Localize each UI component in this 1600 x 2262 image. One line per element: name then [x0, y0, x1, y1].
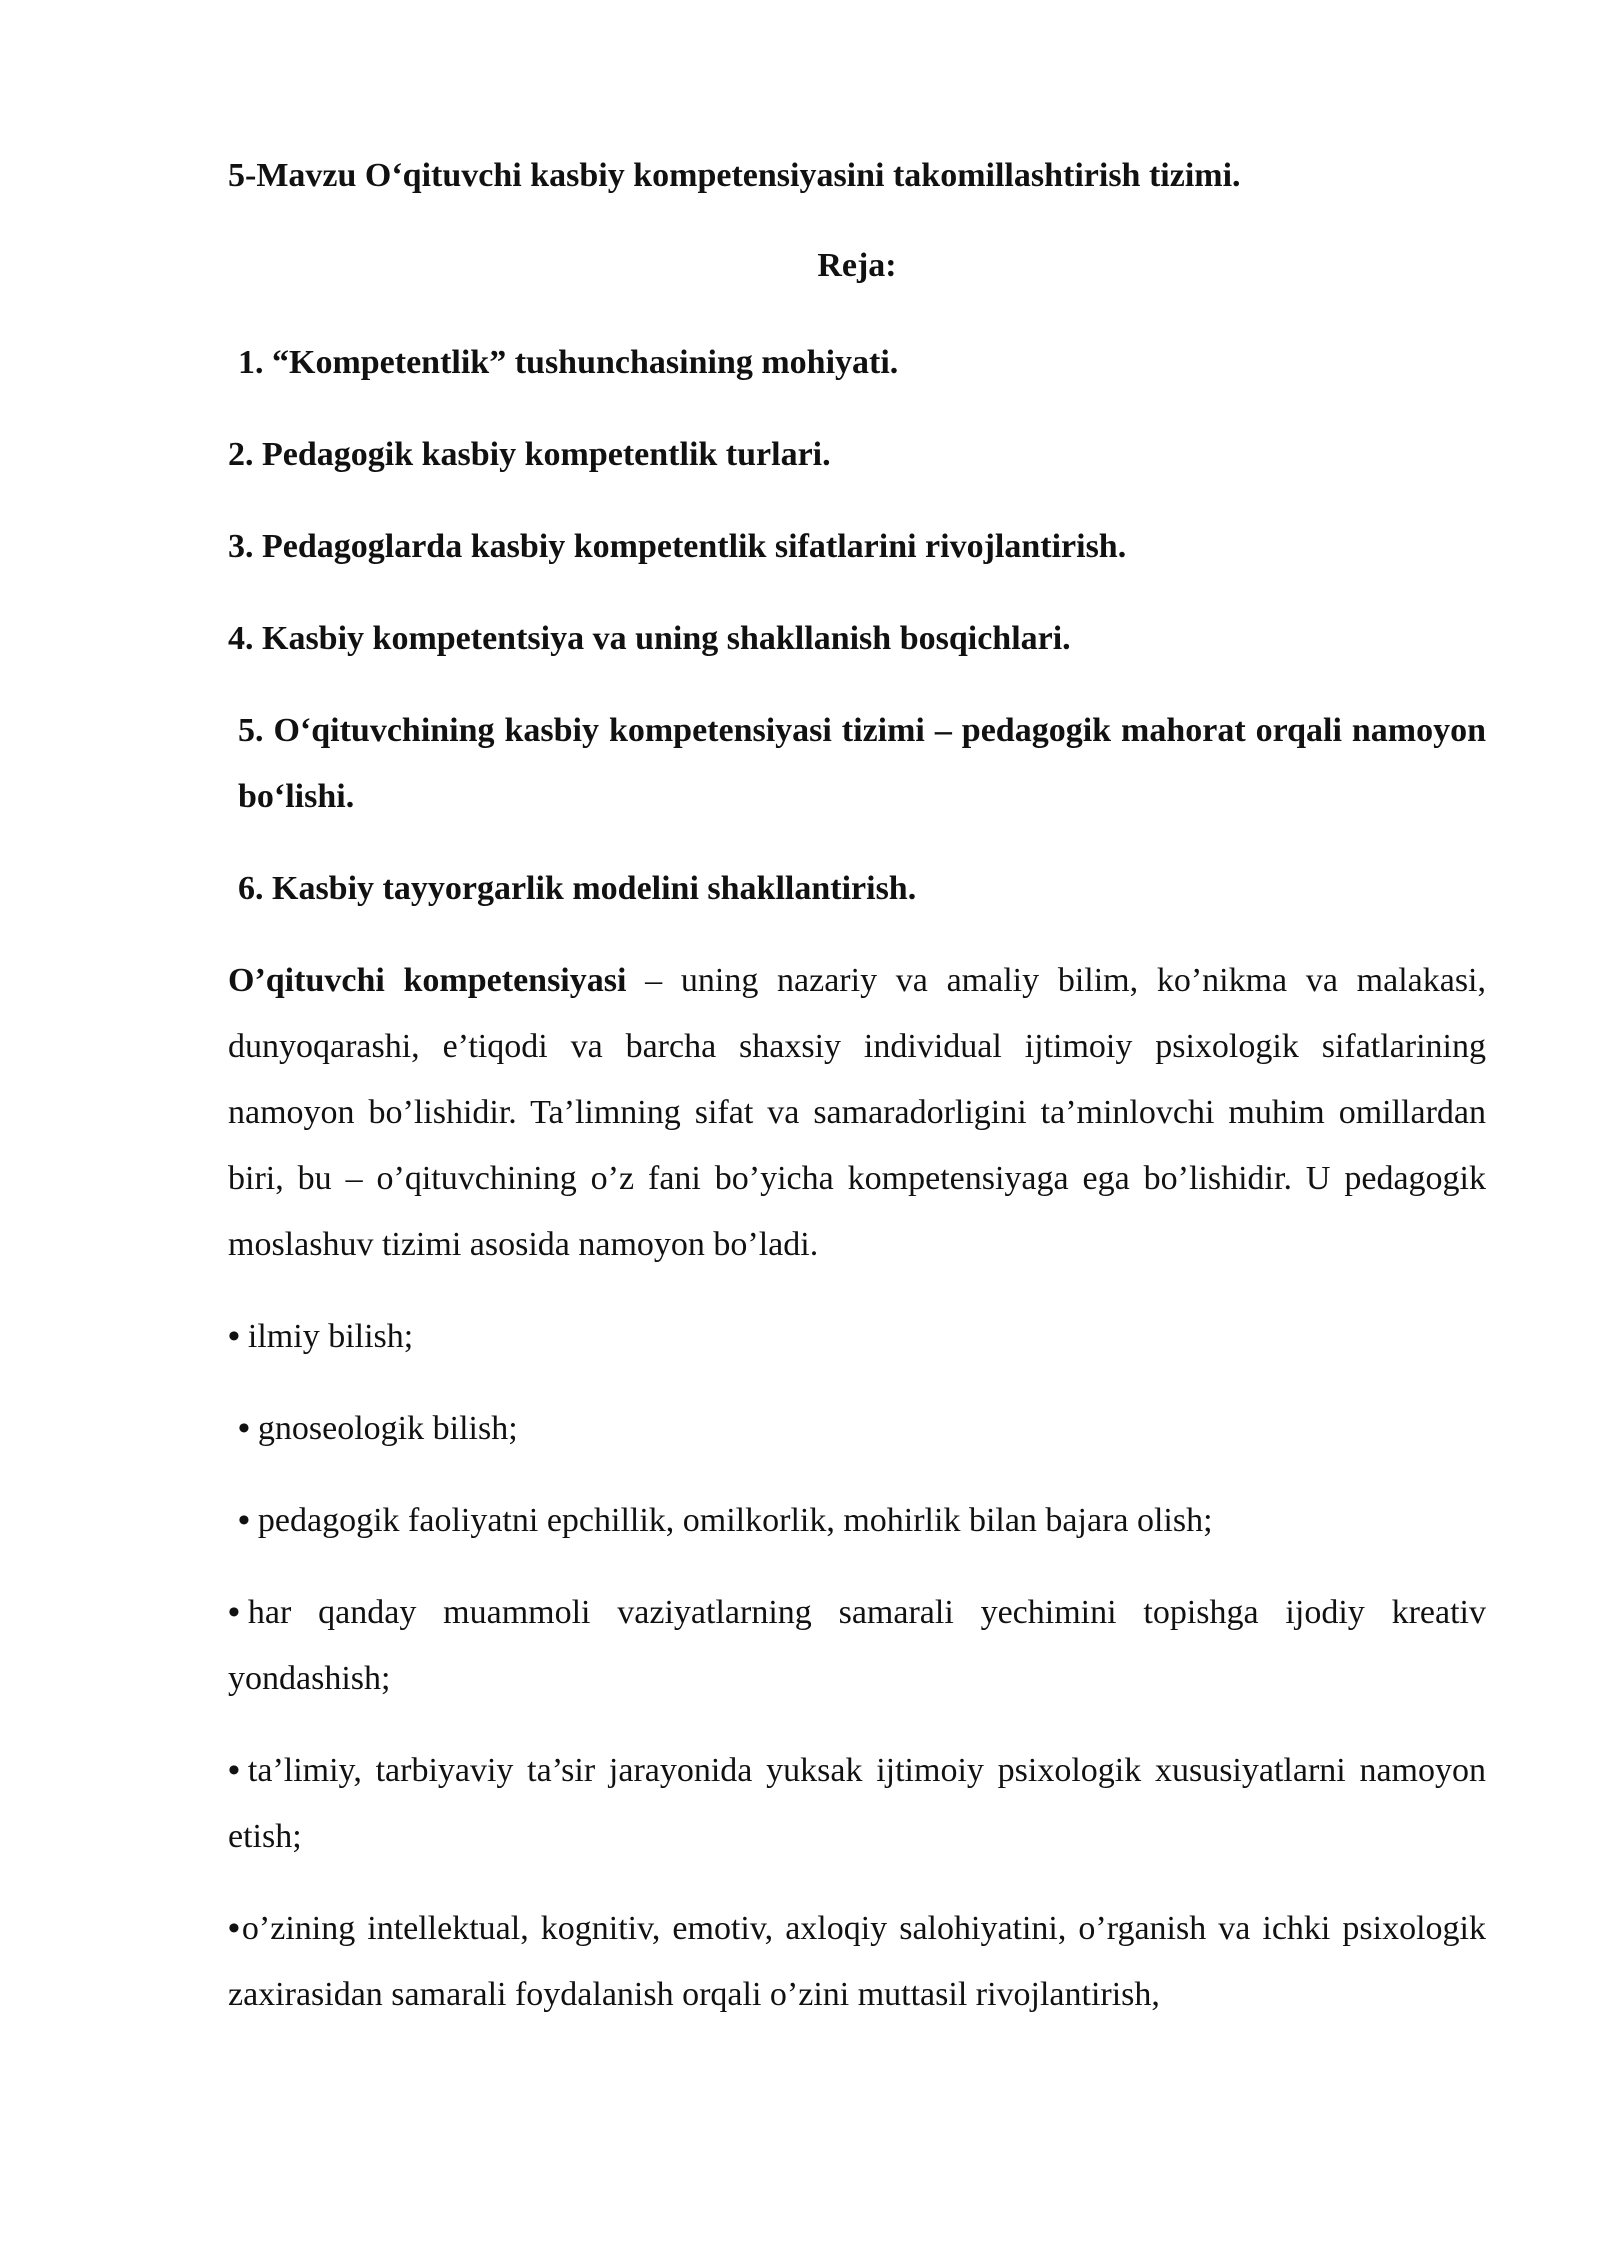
bullet-dot-icon: •: [228, 1752, 240, 1789]
plan-item-6: 6. Kasbiy tayyorgarlik modelini shakllantirish.: [238, 870, 917, 907]
bullet-item: [228, 1304, 1486, 1370]
bullet-dot-icon: •: [238, 1410, 250, 1447]
bullet-text: ilmiy bilish;: [247, 1318, 414, 1355]
bullet-item: [228, 1396, 1486, 1462]
definition-paragraph: [228, 948, 1486, 1278]
plan-heading: Reja:: [817, 247, 897, 284]
bullet-dot-icon: •: [228, 1594, 240, 1631]
definition-term: O’qituvchi kompetensiyasi: [228, 962, 627, 999]
plan-item-1: 1. “Kompetentlik” tushunchasining mohiyati.: [238, 344, 899, 381]
bullet-text: o’zining intellektual, kognitiv, emotiv, axloqiy salohiyatini, o’rganish va ichki psixologik zaxirasidan samarali foydalanish orqali o’zini muttasil rivojlantirish,: [228, 1910, 1486, 2013]
bullet-dot-icon: •: [228, 1318, 240, 1355]
bullet-text: har qanday muammoli vaziyatlarning samarali yechimini topishga ijodiy kreativ yondashish;: [228, 1594, 1486, 1697]
plan-item-2: 2. Pedagogik kasbiy kompetentlik turlari.: [228, 436, 831, 473]
bullet-dot-icon: •: [238, 1502, 250, 1539]
definition-text: – uning nazariy va amaliy bilim, ko’nikma va malakasi, dunyoqarashi, e’tiqodi va barcha shaxsiy individual ijtimoiy psixologik sifatlarining namoyon bo’lishidir. Ta’limning sifat va samaradorligini ta’minlovchi muhim omillardan biri, bu – o’qituvchining o’z fani bo’yicha kompetensiyaga ega bo’lishidir. U pedagogik moslashuv tizimi asosida namoyon bo’ladi.: [228, 962, 1487, 1263]
bullet-text: pedagogik faoliyatni epchillik, omilkorlik, mohirlik bilan bajara olish;: [257, 1502, 1213, 1539]
bullet-item: [228, 1580, 1486, 1712]
bullet-item: [228, 1488, 1486, 1554]
plan-item-4: 4. Kasbiy kompetentsiya va uning shakllanish bosqichlari.: [228, 620, 1071, 657]
bullet-text: gnoseologik bilish;: [257, 1410, 518, 1447]
bullet-text: ta’limiy, tarbiyaviy ta’sir jarayonida yuksak ijtimoiy psixologik xususiyatlarni namoyon etish;: [228, 1752, 1486, 1855]
bullet-dot-icon: •: [228, 1910, 240, 1947]
plan-item-5: 5. O‘qituvchining kasbiy kompetensiyasi tizimi – pedagogik mahorat orqali namoyon bo‘lishi.: [238, 712, 1486, 815]
bullet-item: [228, 1896, 1486, 2028]
bullet-item: [228, 1738, 1486, 1870]
document-title: 5-Mavzu O‘qituvchi kasbiy kompetensiyasini takomillashtirish tizimi.: [228, 157, 1241, 194]
plan-item-3: 3. Pedagoglarda kasbiy kompetentlik sifatlarini rivojlantirish.: [228, 528, 1127, 565]
document-page: [228, 150, 1486, 2054]
